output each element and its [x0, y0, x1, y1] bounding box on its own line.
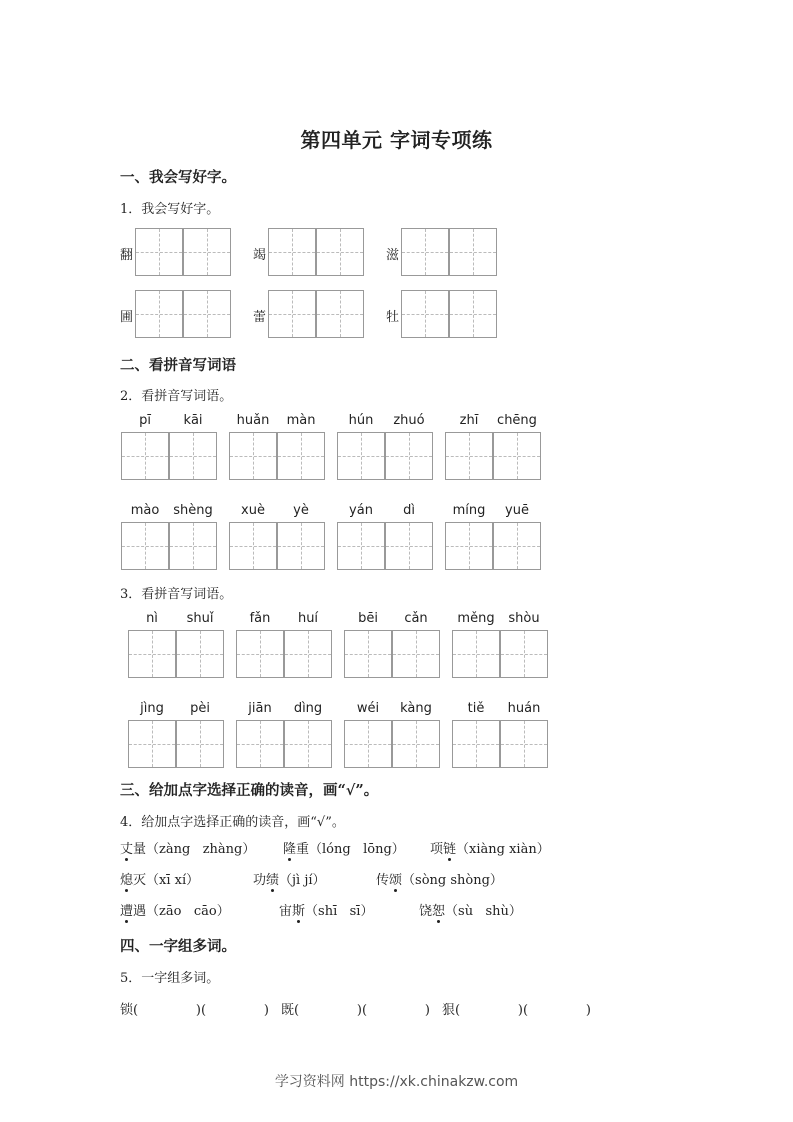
writing-box — [493, 522, 541, 570]
pinyin-label: dìng — [293, 701, 323, 716]
section-heading-4: 四、一字组多词。 — [120, 938, 236, 955]
pinyin-label: jiān — [248, 701, 272, 716]
writing-box — [176, 630, 224, 678]
word-group-item: 狠( )( ) — [442, 1003, 591, 1018]
dotted-char: 熄 — [120, 869, 133, 888]
dotted-char: 遭 — [120, 900, 133, 919]
pinyin-label: yán — [349, 503, 373, 518]
writing-box — [316, 290, 364, 338]
pronunciation-item: 丈量（zàng zhàng） — [120, 838, 255, 857]
pinyin-label: huǎn — [236, 413, 270, 428]
writing-box — [183, 228, 231, 276]
writing-box — [500, 630, 548, 678]
writing-box — [344, 720, 392, 768]
pinyin-label: shèng — [173, 503, 213, 518]
writing-box — [401, 228, 449, 276]
pinyin-label: kāi — [183, 413, 203, 428]
pinyin-label: bēi — [358, 611, 378, 626]
writing-box — [452, 630, 500, 678]
page-title: 第四单元 字词专项练 — [300, 128, 493, 152]
pinyin-label: tiě — [467, 701, 485, 716]
writing-box — [385, 522, 433, 570]
writing-box — [337, 522, 385, 570]
question-3-prompt: 3．看拼音写词语。 — [120, 587, 233, 602]
page-footer: 学习资料网 https://xk.chinakzw.com — [274, 1074, 519, 1090]
question-5-prompt: 5．一字组多词。 — [120, 971, 220, 986]
writing-box — [493, 432, 541, 480]
writing-box — [121, 432, 169, 480]
pinyin-label: wéi — [356, 701, 380, 716]
pinyin-label: dì — [403, 503, 415, 518]
writing-box — [236, 720, 284, 768]
writing-box — [385, 432, 433, 480]
writing-box — [449, 228, 497, 276]
writing-box — [284, 720, 332, 768]
dotted-char: 恕 — [432, 900, 445, 919]
writing-box — [277, 432, 325, 480]
writing-box — [277, 522, 325, 570]
practice-char: 牡 — [386, 310, 400, 325]
pinyin-label: chēng — [497, 413, 537, 428]
pinyin-label: míng — [452, 503, 486, 518]
pinyin-label: hún — [348, 413, 374, 428]
dotted-char: 丈 — [120, 838, 133, 857]
practice-char: 蕾 — [253, 310, 267, 325]
writing-box — [449, 290, 497, 338]
section-heading-3: 三、给加点字选择正确的读音，画“√”。 — [120, 782, 379, 799]
writing-box — [121, 522, 169, 570]
word-group-item: 锁( )( ) — [120, 1003, 269, 1018]
pinyin-label: yè — [293, 503, 309, 518]
pronunciation-item: 遭遇（zāo cāo） — [120, 900, 230, 919]
pinyin-label: huán — [507, 701, 541, 716]
dotted-char: 颂 — [389, 869, 402, 888]
writing-box — [392, 720, 440, 768]
writing-box — [500, 720, 548, 768]
writing-box — [229, 432, 277, 480]
question-4-prompt: 4．给加点字选择正确的读音，画“√”。 — [120, 815, 345, 830]
pinyin-label: zhī — [459, 413, 479, 428]
question-2-prompt: 2．看拼音写词语。 — [120, 389, 233, 404]
pinyin-label: kàng — [400, 701, 432, 716]
pinyin-label: jìng — [140, 701, 164, 716]
pronunciation-item: 传颂（sòng shòng） — [376, 869, 503, 888]
pronunciation-item: 项链（xiàng xiàn） — [430, 838, 550, 857]
practice-char: 圃 — [120, 310, 134, 325]
question-1-prompt: 1．我会写好字。 — [120, 202, 220, 217]
writing-box — [176, 720, 224, 768]
practice-char: 竭 — [253, 248, 267, 263]
writing-box — [445, 522, 493, 570]
pinyin-label: fǎn — [249, 611, 271, 626]
writing-box — [229, 522, 277, 570]
writing-box — [183, 290, 231, 338]
writing-box — [236, 630, 284, 678]
pinyin-label: huí — [297, 611, 319, 626]
dotted-char: 绩 — [266, 869, 279, 888]
pinyin-label: měng — [457, 611, 495, 626]
dotted-char: 斯 — [292, 900, 305, 919]
pronunciation-item: 宙斯（shī sī） — [279, 900, 373, 919]
practice-char: 滋 — [386, 248, 400, 263]
pinyin-label: cǎn — [404, 611, 428, 626]
pinyin-label: shuǐ — [186, 611, 214, 626]
writing-box — [135, 228, 183, 276]
pinyin-label: xuè — [241, 503, 265, 518]
writing-box — [268, 228, 316, 276]
pinyin-label: pèi — [190, 701, 210, 716]
writing-box — [344, 630, 392, 678]
pinyin-label: màn — [286, 413, 316, 428]
section-heading-1: 一、我会写好字。 — [120, 169, 236, 186]
writing-box — [316, 228, 364, 276]
writing-box — [135, 290, 183, 338]
pronunciation-item: 熄灭（xī xí） — [120, 869, 199, 888]
practice-char: 翻 — [120, 248, 134, 263]
dotted-char: 隆 — [283, 838, 296, 857]
pronunciation-item: 饶恕（sù shù） — [419, 900, 522, 919]
writing-box — [169, 522, 217, 570]
writing-box — [337, 432, 385, 480]
pinyin-label: zhuó — [393, 413, 425, 428]
word-group-item: 既( )( ) — [281, 1003, 430, 1018]
pinyin-label: pī — [139, 413, 151, 428]
writing-box — [128, 720, 176, 768]
pinyin-label: nì — [146, 611, 158, 626]
writing-box — [284, 630, 332, 678]
writing-box — [445, 432, 493, 480]
writing-box — [268, 290, 316, 338]
writing-box — [169, 432, 217, 480]
dotted-char: 链 — [443, 838, 456, 857]
writing-box — [392, 630, 440, 678]
pronunciation-item: 隆重（lóng lōng） — [283, 838, 405, 857]
writing-box — [401, 290, 449, 338]
pronunciation-item: 功绩（jì jí） — [253, 869, 326, 888]
writing-box — [452, 720, 500, 768]
pinyin-label: shòu — [508, 611, 540, 626]
pinyin-label: mào — [130, 503, 160, 518]
section-heading-2: 二、看拼音写词语 — [120, 357, 236, 374]
pinyin-label: yuē — [505, 503, 529, 518]
writing-box — [128, 630, 176, 678]
